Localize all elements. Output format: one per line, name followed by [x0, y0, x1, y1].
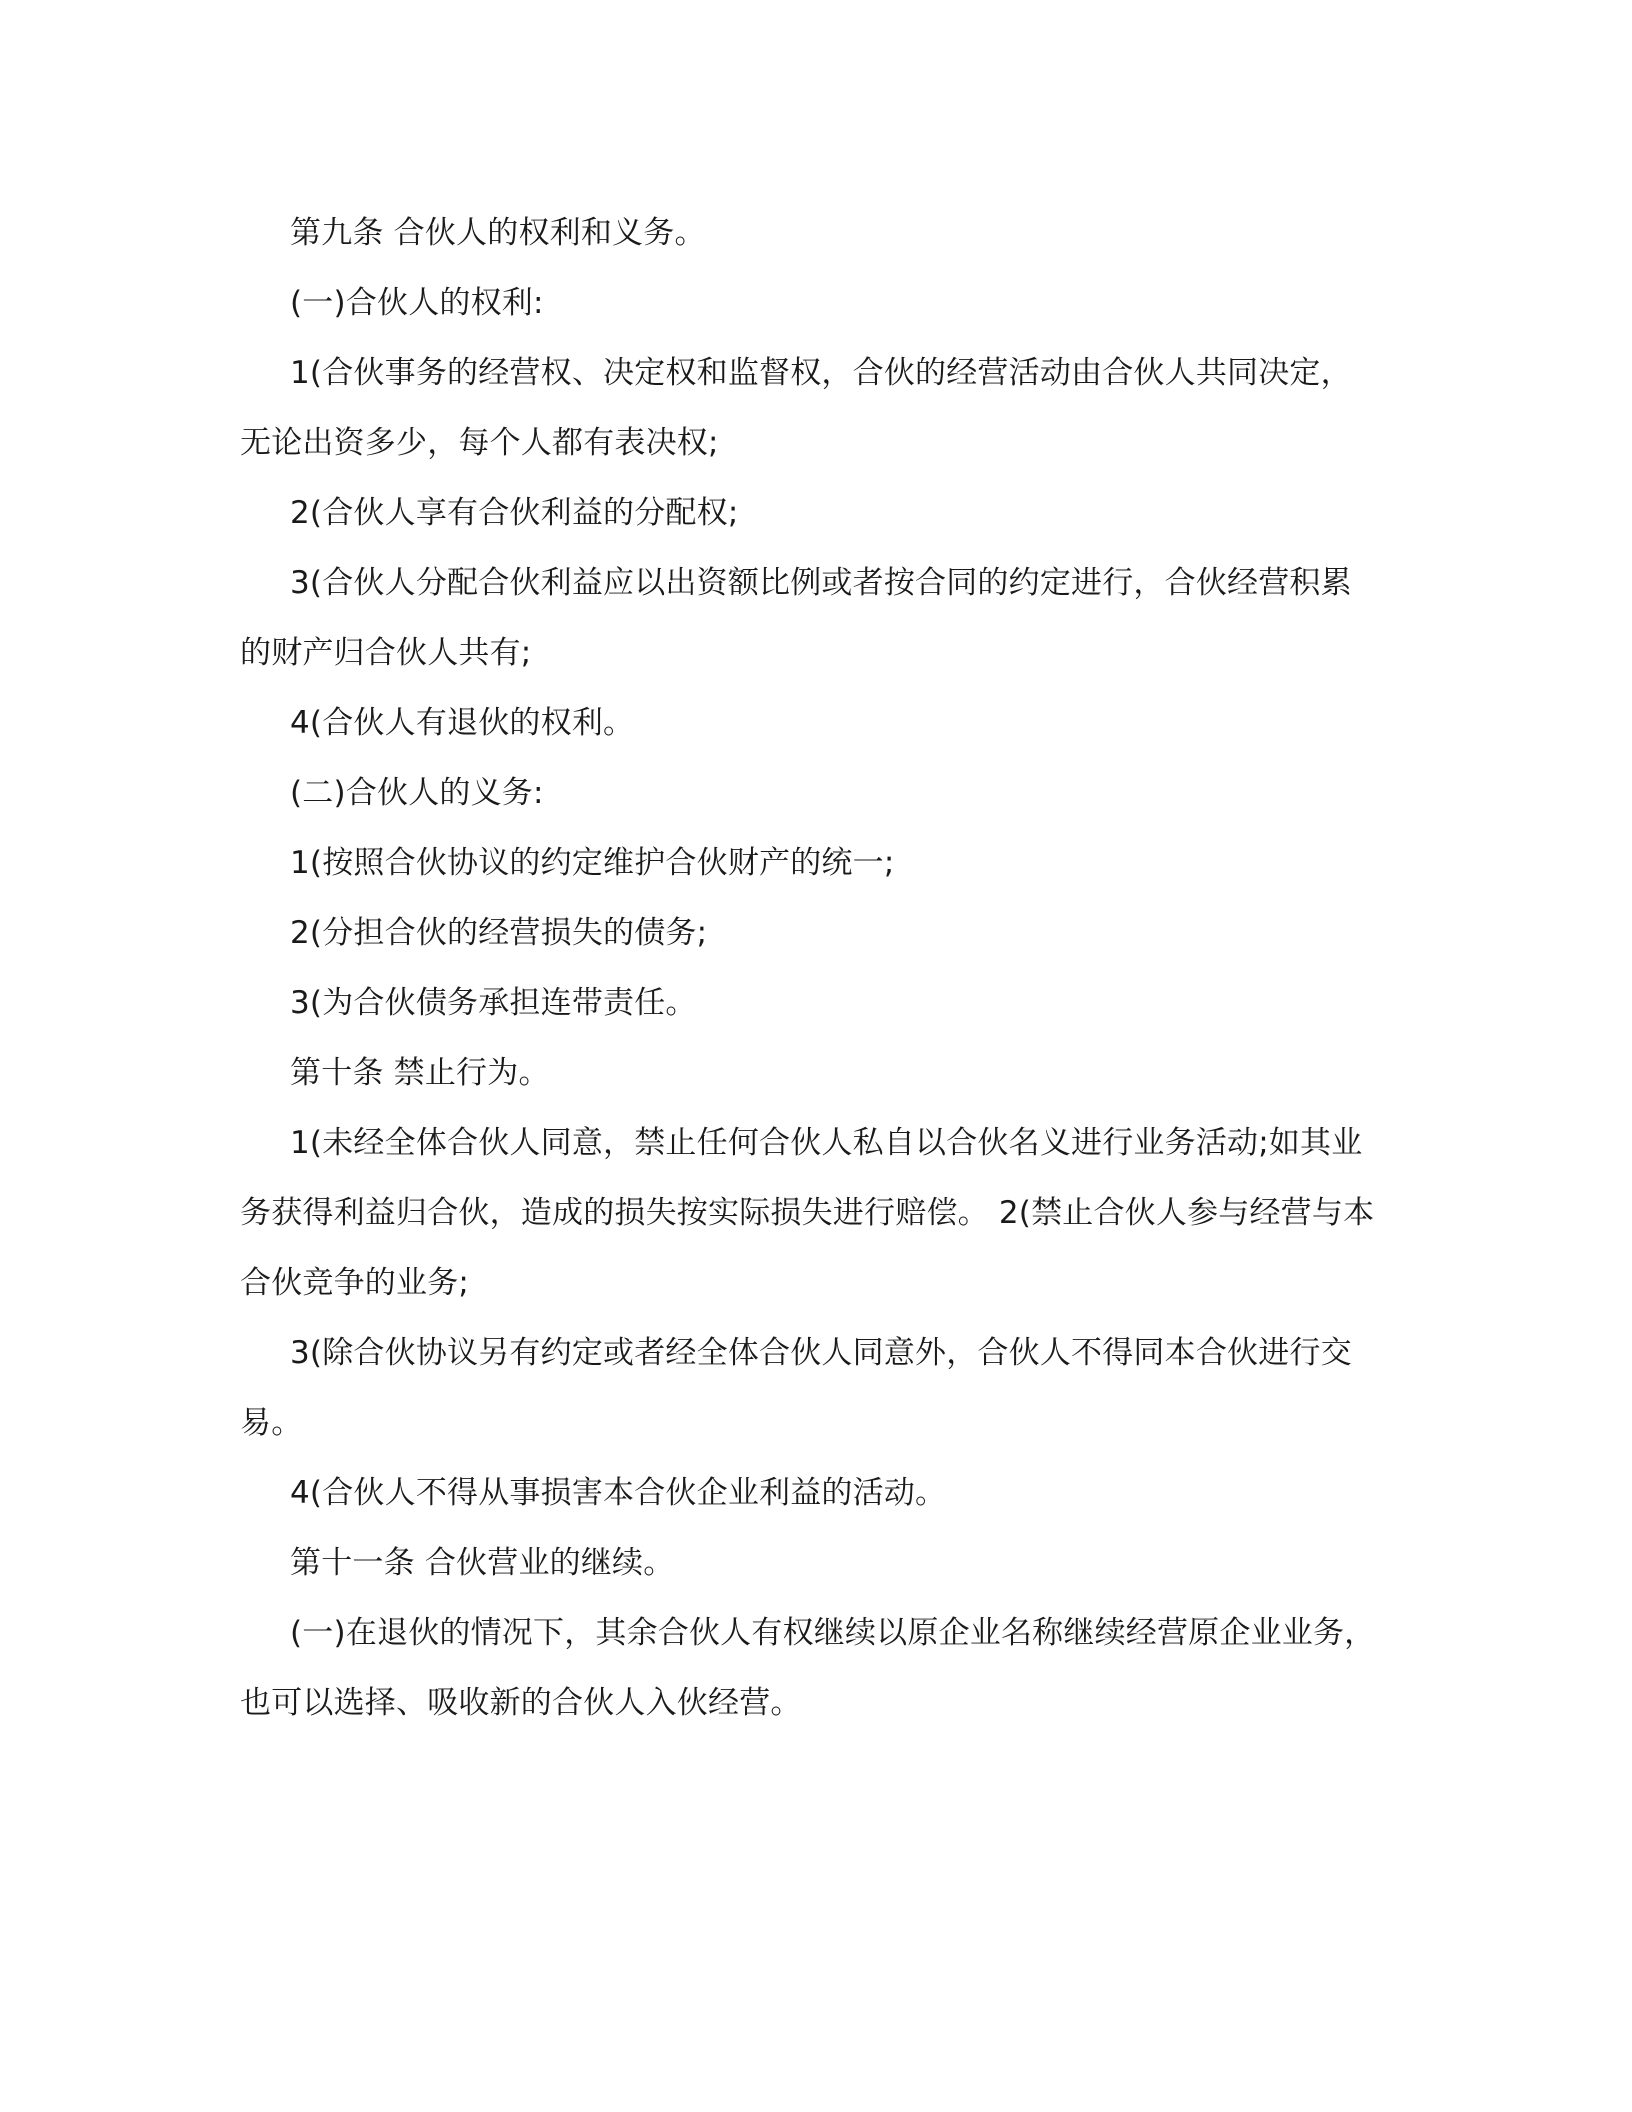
article-9-heading: 第九条 合伙人的权利和义务。	[290, 215, 706, 251]
prohibition-item-4: 4(合伙人不得从事损害本合伙企业利益的活动。	[290, 1475, 947, 1511]
prohibition-item-3: 3(除合伙协议另有约定或者经全体合伙人同意外，合伙人不得同本合伙进行交易。	[240, 1335, 1352, 1441]
prohibition-item-1-2: 1(未经全体合伙人同意，禁止任何合伙人私自以合伙名义进行业务活动;如其业务获得利益归合伙，造成的损失按实际损失进行赔偿。 2(禁止合伙人参与经营与本合伙竞争的业务;	[240, 1125, 1375, 1301]
duties-item-2: 2(分担合伙的经营损失的债务;	[290, 915, 708, 951]
rights-item-2: 2(合伙人享有合伙利益的分配权;	[290, 495, 739, 531]
rights-item-4: 4(合伙人有退伙的权利。	[290, 705, 635, 741]
article-10-heading: 第十条 禁止行为。	[290, 1055, 550, 1091]
document-body	[240, 198, 1380, 1738]
section-rights-heading: (一)合伙人的权利:	[290, 285, 544, 321]
section-duties-heading: (二)合伙人的义务:	[290, 775, 544, 811]
article-11-heading: 第十一条 合伙营业的继续。	[290, 1545, 675, 1581]
rights-item-3: 3(合伙人分配合伙利益应以出资额比例或者按合同的约定进行，合伙经营积累的财产归合伙人共有;	[240, 565, 1352, 671]
duties-item-1: 1(按照合伙协议的约定维护合伙财产的统一;	[290, 845, 895, 881]
rights-item-1: 1(合伙事务的经营权、决定权和监督权，合伙的经营活动由合伙人共同决定，无论出资多少，每个人都有表决权;	[240, 355, 1352, 461]
continuation-item-1: (一)在退伙的情况下，其余合伙人有权继续以原企业名称继续经营原企业业务，也可以选择、吸收新的合伙人入伙经营。	[240, 1615, 1376, 1721]
duties-item-3: 3(为合伙债务承担连带责任。	[290, 985, 697, 1021]
